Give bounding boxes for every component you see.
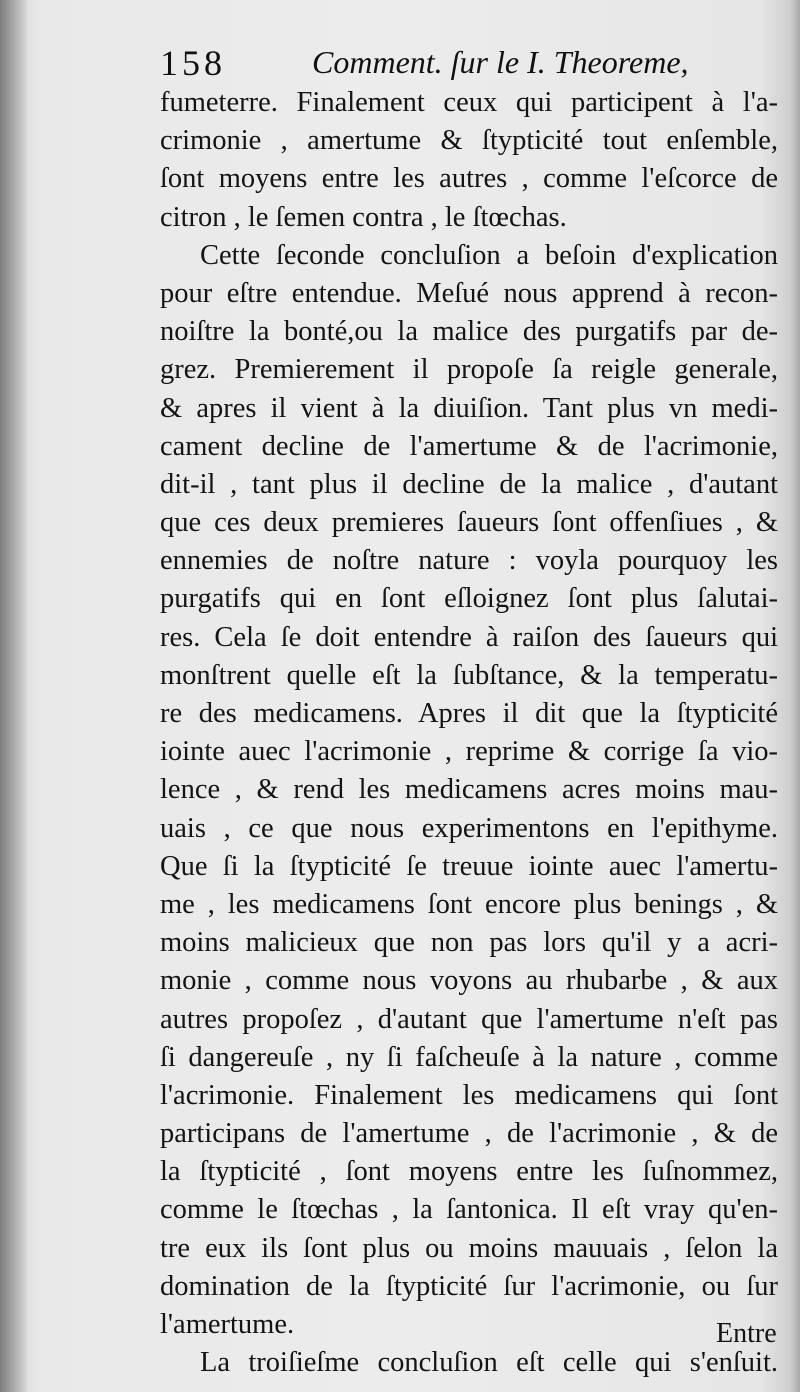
text-line: citron , le ſemen contra , le ſtœchas. [160,201,567,233]
text-line: monie , comme nous voyons au rhubarbe , & aux [160,965,778,997]
text-line: ſi dangereuſe , ny ſi faſcheuſe à la nature , comme [160,1041,778,1073]
text-body [160,84,778,1382]
text-line: pour eſtre entendue. Meſué nous apprend à recon- [160,277,778,309]
text-line: que ces deux premieres ſaueurs ſont offenſiues , & [160,507,778,539]
text-line: ſont moyens entre les autres , comme l'eſcorce de [160,163,778,195]
text-line: cament decline de l'amertume & de l'acrimonie, [160,430,778,462]
text-line: dit-il , tant plus il decline de la malice , d'autant [160,468,778,500]
text-line: iointe auec l'acrimonie , reprime & corrige ſa vio- [160,736,778,768]
running-head: Comment. ſur le I. Theoreme, [312,44,689,80]
text-line: purgatifs qui en ſont eſloignez ſont plus ſalutai- [160,583,778,615]
text-line: re des medicamens. Apres il dit que la ſtypticité [160,698,778,729]
text-line: l'acrimonie. Finalement les medicamens qui ſont [160,1079,778,1111]
text-line: Que ſi la ſtypticité ſe treuue iointe auec l'amertu- [160,850,778,882]
text-line: noiſtre la bonté,ou la malice des purgatifs par de- [160,316,778,348]
page-header [160,38,760,88]
text-line: la ſtypticité , ſont moyens entre les ſuſnommez, [160,1156,778,1188]
text-line: autres propoſez , d'autant que l'amertume n'eſt pas [160,1003,778,1035]
page-gutter-shadow [0,0,28,1392]
text-line: participans de l'amertume , de l'acrimonie , & de [160,1118,778,1150]
text-line: uais , ce que nous experimentons en l'epithyme. [160,812,778,844]
text-line: ennemies de noſtre nature : voyla pourquoy les [160,545,778,577]
text-line: crimonie , amertume & ſtypticité tout enſemble, [160,125,778,157]
text-line: grez. Premierement il propoſe ſa reigle generale, [160,354,778,386]
text-line: fumeterre. Finalement ceux qui participent à l'a- [160,87,778,118]
text-line: comme le ſtœchas , la ſantonica. Il eſt vray qu'en- [160,1194,778,1226]
page-number: 158 [160,43,226,83]
text-line: l'amertume. [160,1309,295,1340]
text-line: moins malicieux que non pas lors qu'il y a acri- [160,927,778,959]
text-line: tre eux ils ſont plus ou moins mauuais , ſelon la [160,1232,778,1264]
text-line: & apres il vient à la diuiſion. Tant plus vn medi- [160,392,778,424]
text-line: me , les medicamens ſont encore plus benings , & [160,888,778,920]
text-line: domination de la ſtypticité ſur l'acrimonie, ou ſur [160,1270,778,1302]
catchword: Entre [716,1318,777,1349]
text-line: res. Cela ſe doit entendre à raiſon des ſaueurs qui [160,621,778,653]
paragraph-start-line: Cette ſeconde concluſion a beſoin d'explication [200,239,778,271]
text-line: lence , & rend les medicamens acres moins mau- [160,774,778,806]
paragraph-start-line: La troiſieſme concluſion eſt celle qui s'enſuit. [200,1347,778,1379]
text-line: monſtrent quelle eſt la ſubſtance, & la temperatu- [160,659,778,691]
